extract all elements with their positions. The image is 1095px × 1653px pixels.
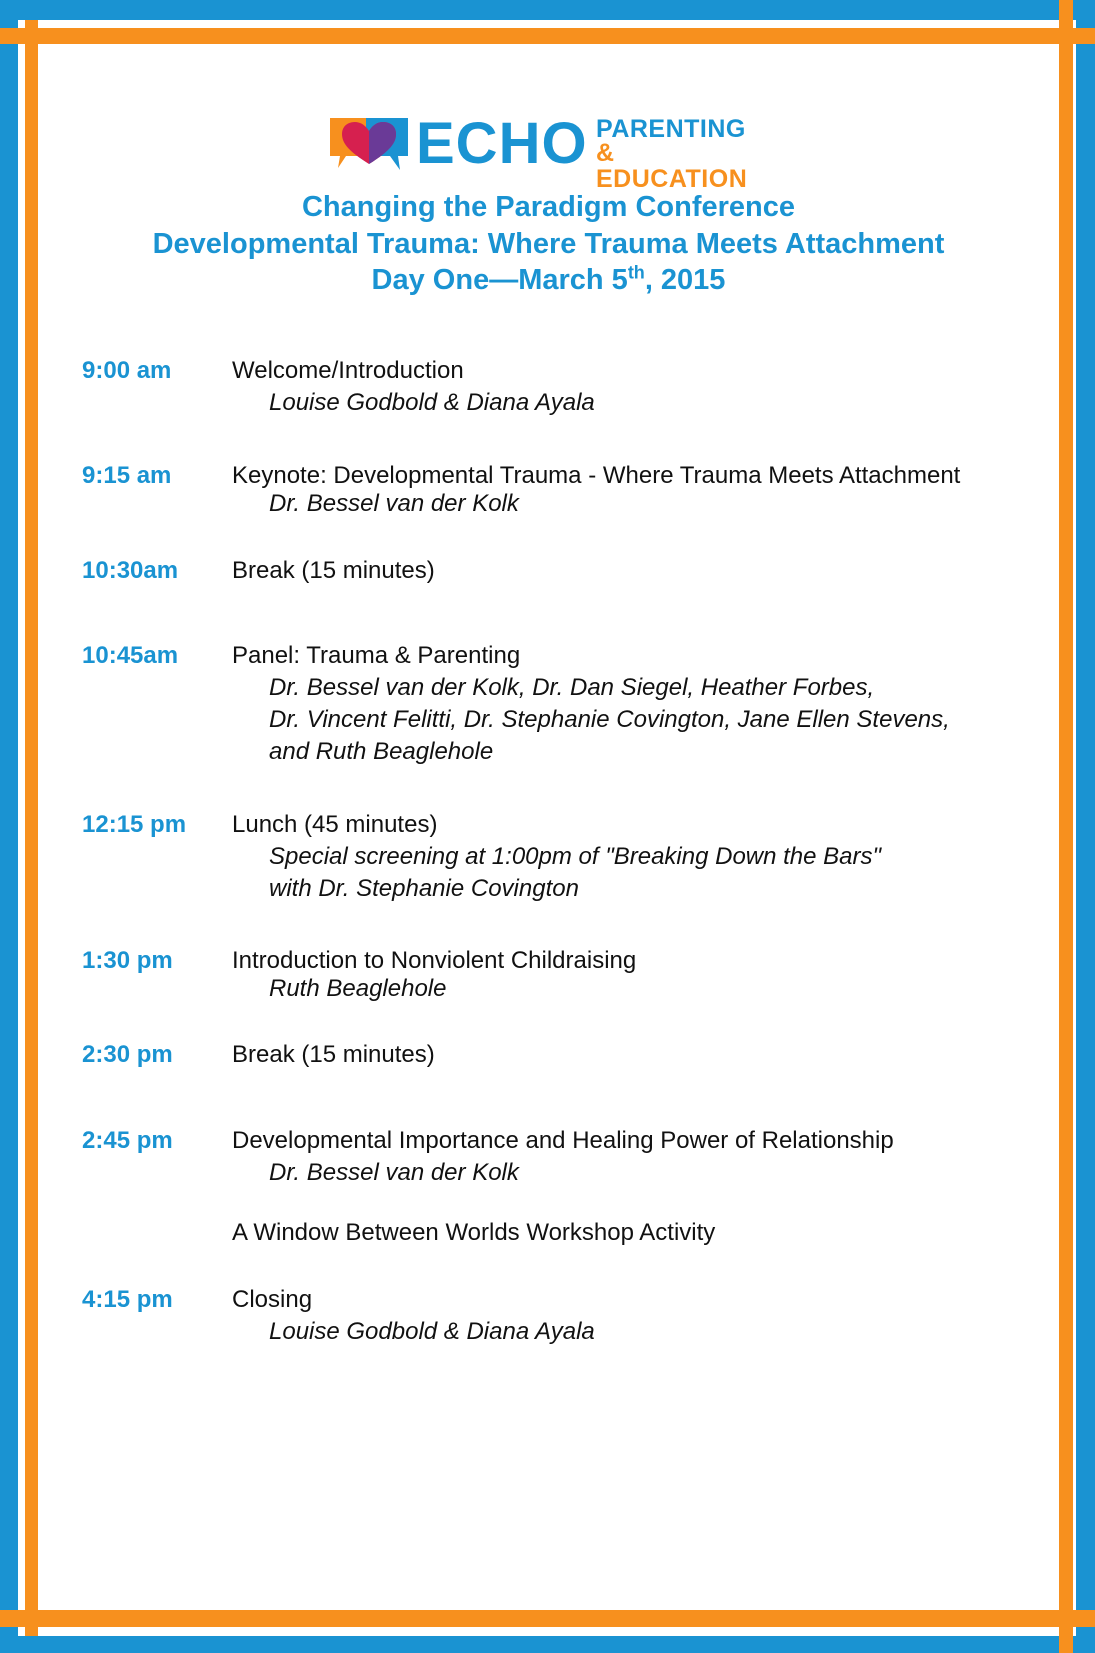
schedule-title: Welcome/Introduction (232, 357, 464, 384)
logo-line2: & EDUCATION (596, 139, 748, 193)
schedule-speaker: Louise Godbold & Diana Ayala (269, 1318, 595, 1345)
schedule-speaker: Dr. Bessel van der Kolk (269, 490, 519, 517)
schedule-time: 2:45 pm (82, 1127, 173, 1154)
echo-logo (328, 111, 768, 193)
schedule-speaker: Dr. Bessel van der Kolk (269, 1159, 519, 1186)
schedule-time: 12:15 pm (82, 811, 187, 838)
schedule-speaker: Ruth Beaglehole (269, 975, 447, 1002)
border-orange-left (25, 20, 38, 1636)
schedule-note: Special screening at 1:00pm of "Breaking Down the Bars" (269, 843, 882, 870)
border-blue-right (1076, 0, 1095, 1653)
schedule-time: 2:30 pm (82, 1041, 173, 1068)
border-blue-top (0, 0, 1095, 20)
border-orange-bottom (0, 1610, 1095, 1627)
schedule-speaker: and Ruth Beaglehole (269, 738, 494, 765)
schedule-speaker: Dr. Bessel van der Kolk, Dr. Dan Siegel, Heather Forbes, (269, 674, 875, 701)
schedule-time: 9:00 am (82, 357, 172, 384)
border-orange-top (0, 28, 1095, 44)
conference-subtitle: Developmental Trauma: Where Trauma Meets Attachment (152, 228, 945, 260)
schedule-title: Panel: Trauma & Parenting (232, 642, 521, 669)
schedule-time: 1:30 pm (82, 947, 173, 974)
schedule-note: with Dr. Stephanie Covington (269, 875, 579, 902)
schedule-title: Developmental Importance and Healing Power of Relationship (232, 1127, 894, 1154)
date-suffix: th (627, 262, 645, 283)
schedule-title: Keynote: Developmental Trauma - Where Trauma Meets Attachment (232, 462, 961, 489)
border-blue-left (0, 0, 18, 1653)
schedule-title: Introduction to Nonviolent Childraising (232, 947, 637, 974)
schedule-time: 9:15 am (82, 462, 172, 489)
schedule-title: Closing (232, 1286, 313, 1313)
logo-wordmark: ECHO (416, 111, 588, 176)
date-text: Day One—March 5 (371, 264, 628, 296)
schedule-title: Break (15 minutes) (232, 557, 435, 584)
schedule-title: Break (15 minutes) (232, 1041, 435, 1068)
heart-speech-bubble-icon (328, 116, 410, 176)
schedule-time: 4:15 pm (82, 1286, 173, 1313)
schedule-time: 10:30am (82, 557, 179, 584)
schedule-speaker: Dr. Vincent Felitti, Dr. Stephanie Covington, Jane Ellen Stevens, (269, 706, 950, 733)
border-orange-right (1059, 0, 1073, 1653)
schedule-speaker: Louise Godbold & Diana Ayala (269, 389, 595, 416)
conference-date (38, 263, 1059, 297)
schedule-title: A Window Between Worlds Workshop Activity (232, 1219, 716, 1246)
border-blue-bottom (0, 1636, 1095, 1653)
conference-title: Changing the Paradigm Conference (301, 191, 796, 223)
schedule-time: 10:45am (82, 642, 179, 669)
date-year: , 2015 (644, 264, 726, 296)
logo-line1: PARENTING (596, 115, 746, 143)
schedule-title: Lunch (45 minutes) (232, 811, 438, 838)
